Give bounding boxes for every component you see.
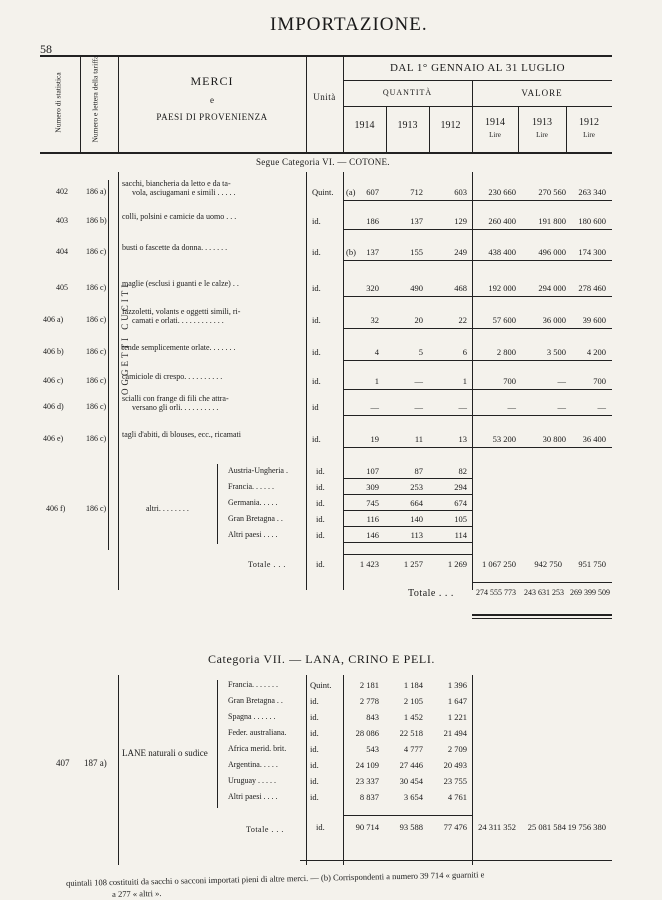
row-desc: colli, polsini e camicie da uomo . . . (122, 212, 237, 221)
row-desc-cont: vola, asciugamani e simili . . . . . (132, 188, 236, 197)
row-desc: scialli con frange di fili che attra- (122, 394, 229, 403)
row-v1913: 30 800 (542, 434, 566, 444)
country-q1914: 146 (366, 530, 379, 540)
country-q1913: 4 777 (403, 744, 423, 754)
country-q1914: 8 837 (359, 792, 379, 802)
year-v-1912: 1912 (579, 117, 599, 128)
row-stat: 406 b) (43, 347, 64, 356)
total-rule (472, 618, 612, 619)
row-rule (343, 526, 472, 527)
col-header-quantita: QUANTITÀ (382, 88, 433, 97)
country-q1912: 23 755 (443, 776, 467, 786)
col-header-period: DAL 1° GENNAIO AL 31 LUGLIO (389, 62, 566, 74)
row-v1913: — (557, 376, 566, 386)
row-q1912: — (458, 402, 467, 412)
country-name: Francia. . . . . . . (228, 680, 278, 689)
row-v1914: 700 (503, 376, 516, 386)
country-unit: id. (310, 760, 319, 770)
header-divider (518, 106, 519, 152)
country-unit: id. (310, 728, 319, 738)
row-q1914: — (370, 402, 379, 412)
header-divider (306, 55, 307, 152)
country-name: Spagna . . . . . . (228, 712, 276, 721)
row-q1913: 20 (414, 315, 423, 325)
row-v1914: 260 400 (488, 216, 516, 226)
country-name: Altri paesi . . . . (228, 530, 278, 539)
col-header-e: e (210, 95, 214, 105)
country-name: Argentina. . . . . (228, 760, 278, 769)
year-q-1912: 1912 (440, 120, 461, 131)
country-unit: id. (310, 712, 319, 722)
row-unit: id. (312, 347, 321, 357)
country-unit: id. (310, 696, 319, 706)
country-q1913: 22 518 (399, 728, 423, 738)
altri-bracket (217, 464, 218, 544)
row-v1913: 191 800 (538, 216, 566, 226)
row-stat: 406 d) (43, 402, 64, 411)
row-v1913: 496 000 (538, 247, 566, 257)
header-divider (343, 106, 612, 107)
row-stat: 404 (56, 247, 68, 256)
row-tariff: 186 a) (86, 187, 107, 196)
row-desc: busti o fascette da donna. . . . . . . (122, 243, 228, 252)
year-q-1914: 1914 (354, 120, 375, 131)
row-q1914: 1 (374, 376, 379, 386)
row-rule (343, 478, 472, 479)
lire-label: Lire (489, 131, 501, 139)
altri-label: altri. . . . . . . . (146, 504, 189, 513)
row-q1913: 712 (410, 187, 423, 197)
row-rule (343, 200, 612, 201)
lane-totale-v14: 24 311 352 (478, 822, 516, 832)
row-q1912: 468 (454, 283, 467, 293)
row-rule (343, 415, 612, 416)
year-q-1913: 1913 (397, 120, 418, 131)
country-q1913: 253 (410, 482, 423, 492)
row-v1912: 174 300 (578, 247, 606, 257)
group-label-oggetti-cuciti: OGGETTI CUCITI (120, 281, 130, 395)
country-q1912: 1 221 (447, 712, 467, 722)
row-desc: maglie (esclusi i guanti e le calze) . . (122, 279, 239, 288)
grand-totale-v13: 243 631 253 (524, 588, 564, 597)
country-q1914: 107 (366, 466, 379, 476)
lane-totale-q14: 90 714 (355, 822, 379, 832)
country-q1913: 87 (414, 466, 423, 476)
country-name: Altri paesi . . . . (228, 792, 278, 801)
row-v1912: 700 (593, 376, 606, 386)
altri-totale-q14: 1 423 (359, 559, 379, 569)
row-stat: 406 e) (43, 434, 64, 443)
grand-totale-label: Totale . . . (408, 588, 454, 599)
country-name: Austria-Ungheria . (228, 466, 288, 475)
page-number: 58 (40, 42, 52, 56)
country-q1913: 140 (410, 514, 423, 524)
col-header-paesi: PAESI DI PROVENIENZA (156, 112, 268, 122)
row-v1913: 294 000 (538, 283, 566, 293)
header-divider (343, 80, 612, 81)
header-bottom-rule (40, 152, 612, 154)
row-q1913: 155 (410, 247, 423, 257)
country-q1912: 105 (454, 514, 467, 524)
country-q1914: 116 (366, 514, 379, 524)
row-stat: 402 (56, 187, 68, 196)
country-name: Africa merid. brit. (228, 744, 287, 753)
country-q1914: 2 181 (359, 680, 379, 690)
country-q1912: 21 494 (443, 728, 467, 738)
country-unit: id. (310, 792, 319, 802)
row-v1912: 263 340 (578, 187, 606, 197)
country-q1912: 82 (458, 466, 467, 476)
row-v1914: 53 200 (492, 434, 516, 444)
row-rule (343, 229, 612, 230)
year-v-1914: 1914 (485, 117, 505, 128)
row-desc-cont: versano gli orli. . . . . . . . . . (132, 403, 219, 412)
row-desc: tagli d'abiti, di blouses, ecc., ricamati (122, 430, 241, 439)
row-unit: id. (312, 315, 321, 325)
row-tariff: 186 c) (86, 347, 107, 356)
row-rule (343, 296, 612, 297)
altri-tariff: 186 c) (86, 504, 107, 513)
row-stat: 405 (56, 283, 68, 292)
row-v1913: — (557, 402, 566, 412)
row-note: (a) (346, 187, 356, 197)
header-top-rule (40, 55, 612, 57)
row-q1914: 320 (366, 283, 379, 293)
row-tariff: 186 c) (86, 402, 107, 411)
row-desc-cont: camati e orlati. . . . . . . . . . . . (132, 316, 224, 325)
country-q1914: 843 (366, 712, 379, 722)
country-name: Gran Bretagna . . (228, 696, 283, 705)
page-title: IMPORTAZIONE. (270, 14, 428, 35)
country-q1914: 543 (366, 744, 379, 754)
country-name: Uruguay . . . . . (228, 776, 276, 785)
country-q1914: 309 (366, 482, 379, 492)
row-q1913: 5 (418, 347, 423, 357)
country-name: Germania. . . . . (228, 498, 278, 507)
lane-tariff: 187 a) (84, 758, 107, 768)
col-header-tariff: Numero e lettera della tariffa (90, 55, 100, 143)
row-q1914: 32 (370, 315, 379, 325)
grand-totale-v14: 274 555 773 (476, 588, 516, 597)
country-unit: id. (316, 530, 325, 540)
country-unit: id. (316, 482, 325, 492)
row-v1914: 57 600 (492, 315, 516, 325)
row-q1914: 4 (374, 347, 379, 357)
row-stat: 406 a) (43, 315, 64, 324)
country-q1914: 745 (366, 498, 379, 508)
country-q1914: 2 778 (359, 696, 379, 706)
altri-totale-v14: 1 067 250 (482, 559, 516, 569)
header-divider (566, 106, 567, 152)
country-unit: id. (316, 498, 325, 508)
country-q1912: 294 (454, 482, 467, 492)
country-q1912: 114 (454, 530, 467, 540)
col-header-unita: Unità (313, 92, 336, 102)
lane-label: LANE naturali o sudice (122, 748, 208, 758)
country-q1912: 1 396 (447, 680, 467, 690)
col-header-merci: MERCI (190, 74, 234, 88)
row-desc: camiciole di crespo. . . . . . . . . . (122, 372, 223, 381)
country-q1914: 28 086 (355, 728, 379, 738)
row-q1914: 607 (366, 187, 379, 197)
altri-totale-label: Totale . . . (248, 560, 286, 569)
country-q1913: 2 105 (403, 696, 423, 706)
row-q1912: 249 (454, 247, 467, 257)
country-unit: id. (310, 744, 319, 754)
row-unit: id. (312, 247, 321, 257)
country-q1914: 24 109 (355, 760, 379, 770)
row-v1913: 270 560 (538, 187, 566, 197)
lire-label: Lire (583, 131, 595, 139)
row-q1913: 11 (414, 434, 423, 444)
col-header-stat: Numero di statistica (53, 72, 63, 133)
group-bracket (108, 180, 109, 550)
row-v1912: 4 200 (586, 347, 606, 357)
country-q1912: 4 761 (447, 792, 467, 802)
country-unit: id. (310, 776, 319, 786)
country-unit: id. (316, 466, 325, 476)
altri-totale-v13: 942 750 (534, 559, 562, 569)
row-v1914: 230 660 (488, 187, 516, 197)
country-q1912: 20 493 (443, 760, 467, 770)
row-v1914: — (507, 402, 516, 412)
row-v1914: 438 400 (488, 247, 516, 257)
row-q1913: — (414, 376, 423, 386)
section2-title: Categoria VII. — LANA, CRINO E PELI. (208, 652, 436, 666)
country-unit: Quint. (310, 680, 332, 690)
footnote: quintali 108 costituiti da sacchi o sacconi importati pieni di altre merci. — (b) Corrispondenti a numero 39 714 « guarniti e (66, 869, 485, 888)
row-q1912: 129 (454, 216, 467, 226)
lane-totale-v13: 25 081 584 (527, 822, 566, 832)
row-q1914: 186 (366, 216, 379, 226)
country-q1912: 2 709 (447, 744, 467, 754)
column-rule (472, 675, 473, 865)
row-q1912: 13 (458, 434, 467, 444)
header-divider (80, 55, 81, 152)
section-rule (300, 860, 612, 861)
row-stat: 403 (56, 216, 68, 225)
row-rule (343, 542, 472, 543)
lane-totale-label: Totale . . . (246, 825, 284, 834)
subtotal-rule (343, 815, 472, 816)
row-v1913: 36 000 (542, 315, 566, 325)
altri-totale-q13: 1 257 (403, 559, 423, 569)
row-tariff: 186 b) (86, 216, 107, 225)
row-q1913: — (414, 402, 423, 412)
row-q1913: 490 (410, 283, 423, 293)
section-title: Segue Categoria VI. — COTONE. (256, 157, 390, 167)
row-q1913: 137 (410, 216, 423, 226)
lane-totale-unit: id. (316, 822, 325, 832)
country-name: Gran Bretagna . . (228, 514, 283, 523)
row-desc: fazzoletti, volants e oggetti simili, ri- (122, 307, 241, 316)
row-rule (343, 328, 612, 329)
lire-label: Lire (536, 131, 548, 139)
row-tariff: 186 c) (86, 315, 107, 324)
row-v1912: 39 600 (582, 315, 606, 325)
row-q1914: 19 (370, 434, 379, 444)
row-rule (343, 447, 612, 448)
altri-stat: 406 f) (46, 504, 66, 513)
row-q1912: 603 (454, 187, 467, 197)
country-q1914: 23 337 (355, 776, 379, 786)
column-rule (306, 172, 307, 590)
row-tariff: 186 c) (86, 376, 107, 385)
row-q1912: 1 (462, 376, 467, 386)
subtotal-rule (343, 554, 472, 555)
row-q1914: 137 (366, 247, 379, 257)
altri-totale-unit: id. (316, 559, 325, 569)
lane-totale-q13: 93 588 (399, 822, 423, 832)
country-q1913: 3 654 (403, 792, 423, 802)
row-v1914: 192 000 (488, 283, 516, 293)
country-q1913: 1 184 (403, 680, 423, 690)
row-q1912: 22 (458, 315, 467, 325)
row-unit: id. (312, 216, 321, 226)
total-rule (472, 582, 612, 583)
row-rule (343, 389, 612, 390)
footnote-continued: a 277 « altri ». (112, 887, 162, 899)
row-tariff: 186 c) (86, 283, 107, 292)
country-q1913: 1 452 (403, 712, 423, 722)
country-name: Francia. . . . . . (228, 482, 274, 491)
country-q1913: 27 446 (399, 760, 423, 770)
row-v1912: 36 400 (582, 434, 606, 444)
row-v1914: 2 800 (496, 347, 516, 357)
altri-totale-v12: 951 750 (578, 559, 606, 569)
row-rule (343, 494, 472, 495)
row-unit: id. (312, 283, 321, 293)
row-rule (343, 260, 612, 261)
altri-totale-q12: 1 269 (447, 559, 467, 569)
row-q1912: 6 (462, 347, 467, 357)
year-v-1913: 1913 (532, 117, 552, 128)
grand-totale-v12: 269 399 509 (570, 588, 610, 597)
country-q1912: 1 647 (447, 696, 467, 706)
country-q1913: 664 (410, 498, 423, 508)
row-unit: Quint. (312, 187, 334, 197)
row-stat: 406 c) (43, 376, 64, 385)
column-rule (118, 675, 119, 865)
lane-totale-q12: 77 476 (443, 822, 467, 832)
total-rule (472, 614, 612, 616)
row-unit: id. (312, 434, 321, 444)
country-q1912: 674 (454, 498, 467, 508)
country-unit: id. (316, 514, 325, 524)
row-rule (343, 510, 472, 511)
row-desc: tende semplicemente orlate. . . . . . . (122, 343, 236, 352)
column-rule (118, 172, 119, 590)
col-header-valore: VALORE (521, 88, 563, 98)
row-tariff: 186 c) (86, 434, 107, 443)
row-v1912: 278 460 (578, 283, 606, 293)
row-v1912: — (597, 402, 606, 412)
row-unit: id. (312, 376, 321, 386)
country-q1913: 30 454 (399, 776, 423, 786)
row-unit: id (312, 402, 319, 412)
country-name: Feder. australiana. (228, 728, 287, 737)
row-note: (b) (346, 247, 356, 257)
row-desc: sacchi, biancheria da letto e da ta- (122, 179, 231, 188)
row-v1913: 3 500 (546, 347, 566, 357)
row-tariff: 186 c) (86, 247, 107, 256)
row-rule (343, 360, 612, 361)
lane-bracket (217, 680, 218, 808)
lane-stat: 407 (56, 758, 70, 768)
lane-totale-v12: 19 756 380 (567, 822, 606, 832)
country-q1913: 113 (410, 530, 423, 540)
column-rule (306, 675, 307, 865)
row-v1912: 180 600 (578, 216, 606, 226)
